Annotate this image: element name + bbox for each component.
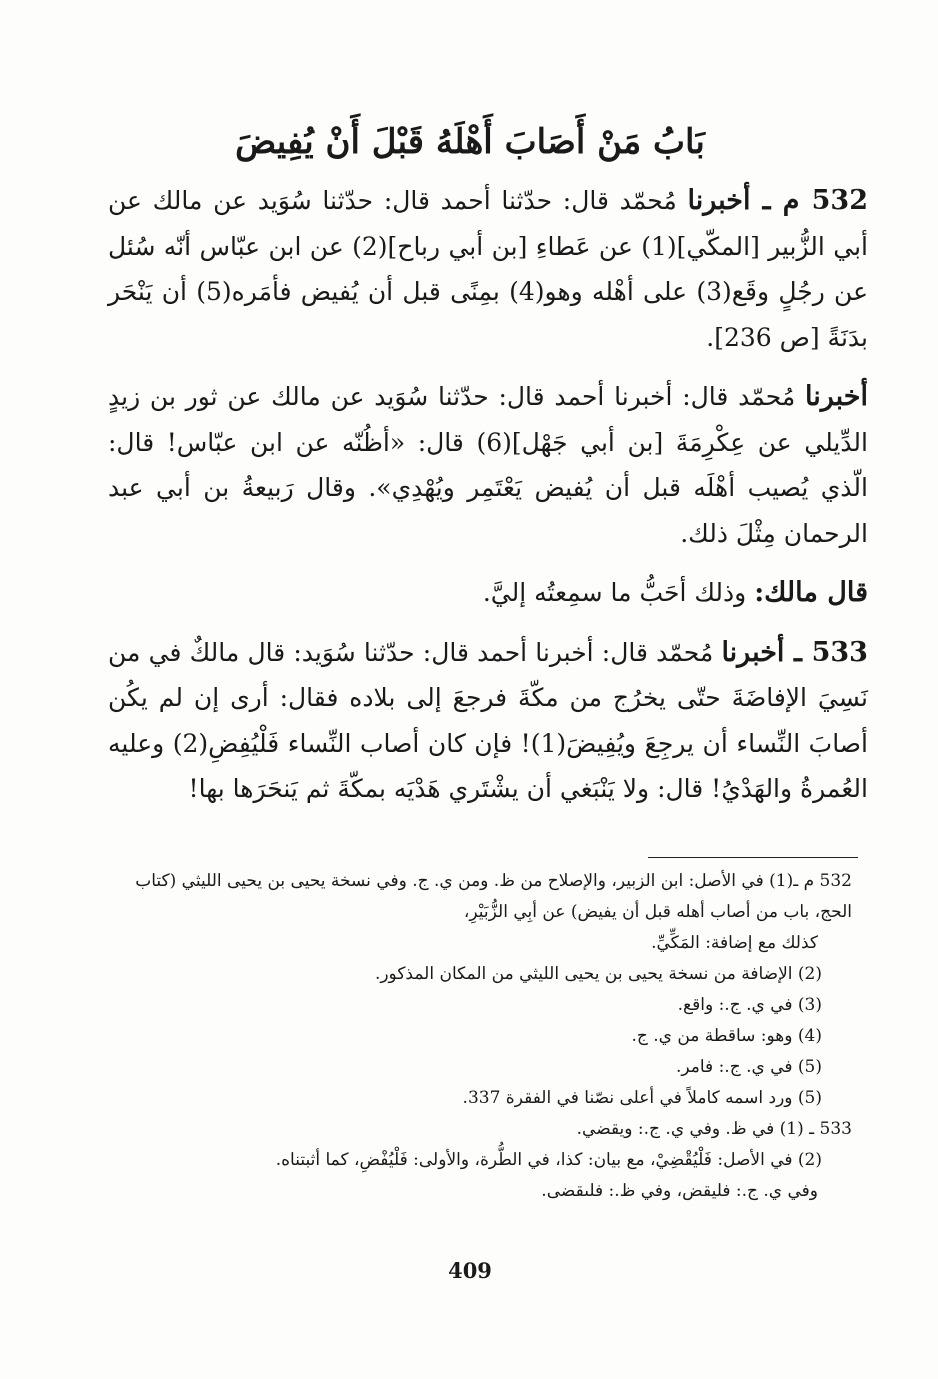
paragraph-malik-statement <box>108 570 868 616</box>
footnote: 533 ـ (1) في ظ. وفي ي. ج.: ويقضي. <box>576 1119 852 1139</box>
footnote: (4) وهو: ساقطة من ي. ج. <box>631 1026 822 1046</box>
footnote: 532 م ـ(1) في الأصل: ابن الزبير، والإصلاح من ظ. ومن ي. ج. وفي نسخة يحيى بن يحيى الليثي (كتاب الحج، باب من أصاب أهله قبل أن يفيض) عن أبِي الزُّبَيْرِ، <box>135 871 852 922</box>
main-text <box>108 178 868 812</box>
paragraph-text: وذلك أحَبُّ ما سمِعتُه إليَّ. <box>482 578 755 607</box>
paragraph-text: مُحمّد قال: حدّثنا أحمد قال: حدّثنا سُوَيد عن مالك عن أبي الزُّبير [المكّي](1) عن عَطاءِ [بن أبي رباح](2) عن ابن عبّاس أنّه سُئل عن رجُلٍ وقَع(3) على أهْله وهو(4) بمِنًى قبل أن يُفيض فأمَره(5) أن يَنْحَر بدَنَةً [ص 236]. <box>108 186 868 352</box>
paragraph-text: مُحمّد قال: أخبرنا أحمد قال: حدّثنا سُوَيد: قال مالكٌ في من نَسِيَ الإفاضَةَ حتّى يخرُج من مكّةَ فرجعَ إلى بلاده فقال: أرى إن لم يكُن أصابَ النِّساء أن يرجِعَ ويُفِيضَ(1)! فإن كان أصاب النِّساء فَلْيُفِضِ(2) وعليه العُمرةُ والهَدْيُ! قال: ولا يَنْبَغي أن يشْتَري هَدْيَه بمكّةَ ثم يَنحَرَها بها! <box>108 637 868 803</box>
page-number: 409 <box>448 1258 492 1283</box>
paragraph-lead: 533 ـ أخبرنا <box>721 636 868 668</box>
paragraph-lead: أخبرنا <box>805 381 868 412</box>
paragraph-lead: قال مالك: <box>754 577 868 608</box>
chapter-title: بَابُ مَنْ أَصَابَ أَهْلَهُ قَبْلَ أَنْ يُفِيضَ <box>235 122 705 162</box>
footnote: (5) في ي. ج.: فامر. <box>675 1057 822 1077</box>
footnote: (3) في ي. ج.: واقع. <box>677 995 822 1015</box>
footnote: وفي ي. ج.: فليقض، وفي ظ.: فلىقضى. <box>541 1181 818 1201</box>
footnote: كذلك مع إضافة: المَكِّيِّ. <box>651 933 818 953</box>
footnote-separator <box>648 857 858 858</box>
paragraph-lead: 532 م ـ أخبرنا <box>687 185 868 216</box>
paragraph-533 <box>108 630 868 812</box>
paragraph-text: مُحمّد قال: أخبرنا أحمد قال: حدّثنا سُوَيد عن مالك عن ثور بن زيدٍ الدِّيلي عن عِكْرِمَةَ [بن أبي جَهْل](6) قال: «أظُنّه عن ابن عبّاس! قال: الّذي يُصيب أهْلَه قبل أن يُفيض يَعْتَمِر ويُهْدِي». وقال رَبيعةُ بن أبي عبد الرحمان مِثْلَ ذلك. <box>108 382 868 548</box>
footnote: (5) ورد اسمه كاملاً في أعلى نصّنا في الفقرة 337. <box>462 1088 822 1108</box>
footnotes <box>108 866 852 1207</box>
paragraph-second-narration <box>108 374 868 556</box>
paragraph-532 <box>108 178 868 360</box>
footnote: (2) الإضافة من نسخة يحيى بن يحيى الليثي من المكان المذكور. <box>374 964 822 984</box>
footnote: (2) في الأصل: فَلْيُقْضِيْ، مع بيان: كذا، في الطُّرة، والأولى: فَلْيُفْضِ، كما أثبتناه. <box>275 1150 822 1170</box>
